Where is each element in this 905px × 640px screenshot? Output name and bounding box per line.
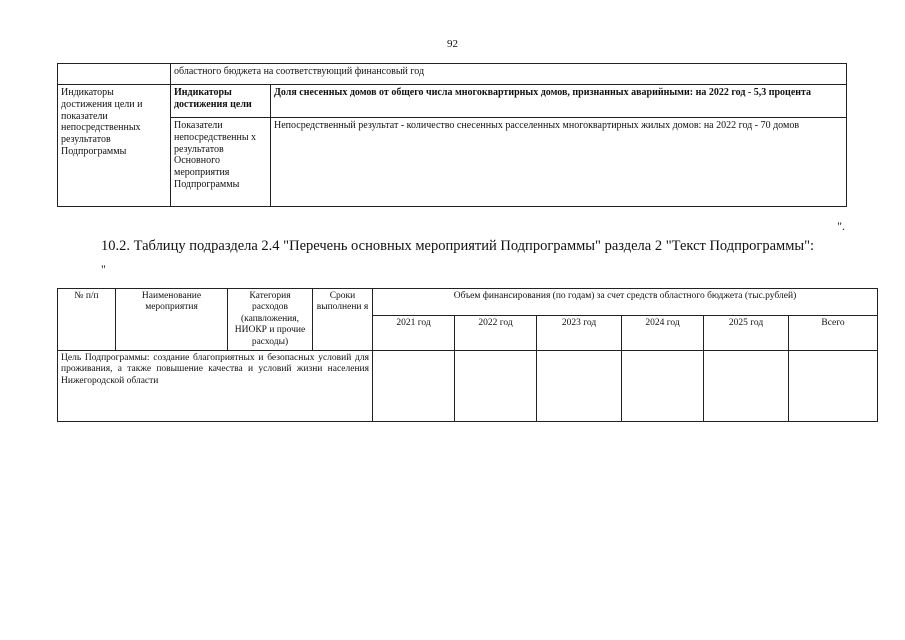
table-cell: областного бюджета на соответствующий финансовый год <box>171 64 847 85</box>
table-cell <box>622 351 704 422</box>
table-cell <box>455 351 537 422</box>
table-row <box>58 351 878 422</box>
measures-table <box>57 288 878 422</box>
section-heading: 10.2. Таблицу подраздела 2.4 "Перечень основных мероприятий Подпрограммы" раздела 2 "Текст Подпрограммы": <box>101 238 815 254</box>
closing-quote: ". <box>837 219 845 233</box>
indicators-table <box>57 63 847 207</box>
table-row <box>58 85 847 118</box>
indicators-section-label: Индикаторы достижения цели и показатели непосредственных результатов Подпрограммы <box>58 85 171 207</box>
header-num: № п/п <box>58 289 116 351</box>
header-funding: Объем финансирования (по годам) за счет средств областного бюджета (тыс.рублей) <box>373 289 878 316</box>
year-2025: 2025 год <box>704 316 789 351</box>
table-row <box>58 118 847 207</box>
header-name: Наименование мероприятия <box>116 289 228 351</box>
header-terms: Сроки выполнени я <box>313 289 373 351</box>
opening-quote: " <box>101 262 106 276</box>
indicators-text: Доля снесенных домов от общего числа многоквартирных домов, признанных аварийными: на 2022 год - 5,3 процента <box>271 85 847 118</box>
table-cell <box>537 351 622 422</box>
year-total: Всего <box>789 316 878 351</box>
table-cell <box>58 64 171 85</box>
table-cell <box>704 351 789 422</box>
year-2022: 2022 год <box>455 316 537 351</box>
table-row <box>58 64 847 85</box>
results-label: Показатели непосредственны х результатов Основного мероприятия Подпрограммы <box>171 118 271 207</box>
table-header-row <box>58 289 878 316</box>
year-2024: 2024 год <box>622 316 704 351</box>
header-category: Категория расходов (капвложения, НИОКР и прочие расходы) <box>228 289 313 351</box>
year-2023: 2023 год <box>537 316 622 351</box>
table-cell <box>373 351 455 422</box>
goal-text: Цель Подпрограммы: создание благоприятных и безопасных условий для проживания, а также повышение качества и условий жизни населения Нижегородской области <box>58 351 373 422</box>
results-text: Непосредственный результат - количество снесенных расселенных многоквартирных жилых домов: на 2022 год - 70 домов <box>271 118 847 207</box>
page-number: 92 <box>447 38 458 50</box>
year-2021: 2021 год <box>373 316 455 351</box>
indicators-label: Индикаторы достижения цели <box>171 85 271 118</box>
table-cell <box>789 351 878 422</box>
